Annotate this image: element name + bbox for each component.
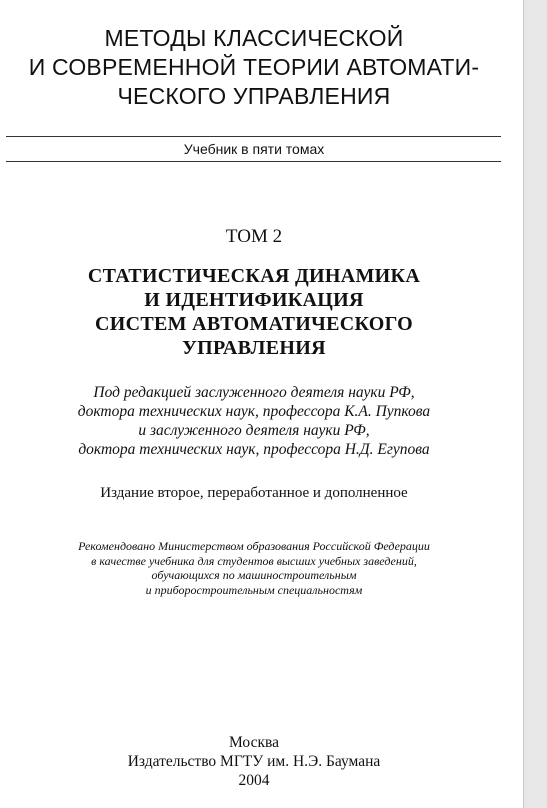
recommendation-line: обучающихся по машиностроительным [151, 568, 357, 582]
page-edge [523, 0, 524, 808]
edition-note: Издание второе, переработанное и дополненное [100, 485, 408, 501]
imprint-year: 2004 [238, 772, 270, 789]
volume-title [0, 264, 508, 360]
volume-title-line: СТАТИСТИЧЕСКАЯ ДИНАМИКА [87, 265, 421, 287]
recommendation-block [0, 539, 508, 597]
bottom-rule [6, 161, 501, 162]
editors-line: Под редакцией заслуженного деятеля науки РФ, [93, 384, 415, 401]
recommendation-line: в качестве учебника для студентов высших учебных заведений, [91, 553, 417, 568]
volume-title-line: УПРАВЛЕНИЯ [182, 337, 326, 359]
series-title-line: МЕТОДЫ КЛАССИЧЕСКОЙ [104, 25, 404, 51]
series-title-line: И СОВРЕМЕННОЙ ТЕОРИИ АВТОМАТИ- [28, 54, 480, 80]
series-subtitle: Учебник в пяти томах [183, 141, 325, 157]
editors-line: доктора технических наук, профессора К.А. Пупкова [77, 403, 431, 420]
volume-title-line: И ИДЕНТИФИКАЦИЯ [144, 289, 364, 311]
imprint-city: Москва [229, 734, 279, 751]
recommendation-line: и приборостроительным специальностям [145, 582, 363, 597]
top-rule [6, 136, 501, 137]
volume-number: ТОМ 2 [225, 226, 283, 247]
page-gutter [523, 0, 547, 808]
editors-line: и заслуженного деятеля науки РФ, [138, 422, 370, 439]
imprint-block [0, 733, 508, 790]
recommendation-line: Рекомендовано Министерством образования Российской Федерации [78, 539, 430, 553]
editors-line: доктора технических наук, профессора Н.Д. Егупова [78, 441, 430, 458]
series-title [0, 24, 508, 111]
series-title-line: ЧЕСКОГО УПРАВЛЕНИЯ [117, 83, 391, 109]
editors-block [0, 383, 508, 459]
imprint-publisher: Издательство МГТУ им. Н.Э. Баумана [127, 753, 381, 770]
volume-title-line: СИСТЕМ АВТОМАТИЧЕСКОГО [94, 313, 414, 335]
